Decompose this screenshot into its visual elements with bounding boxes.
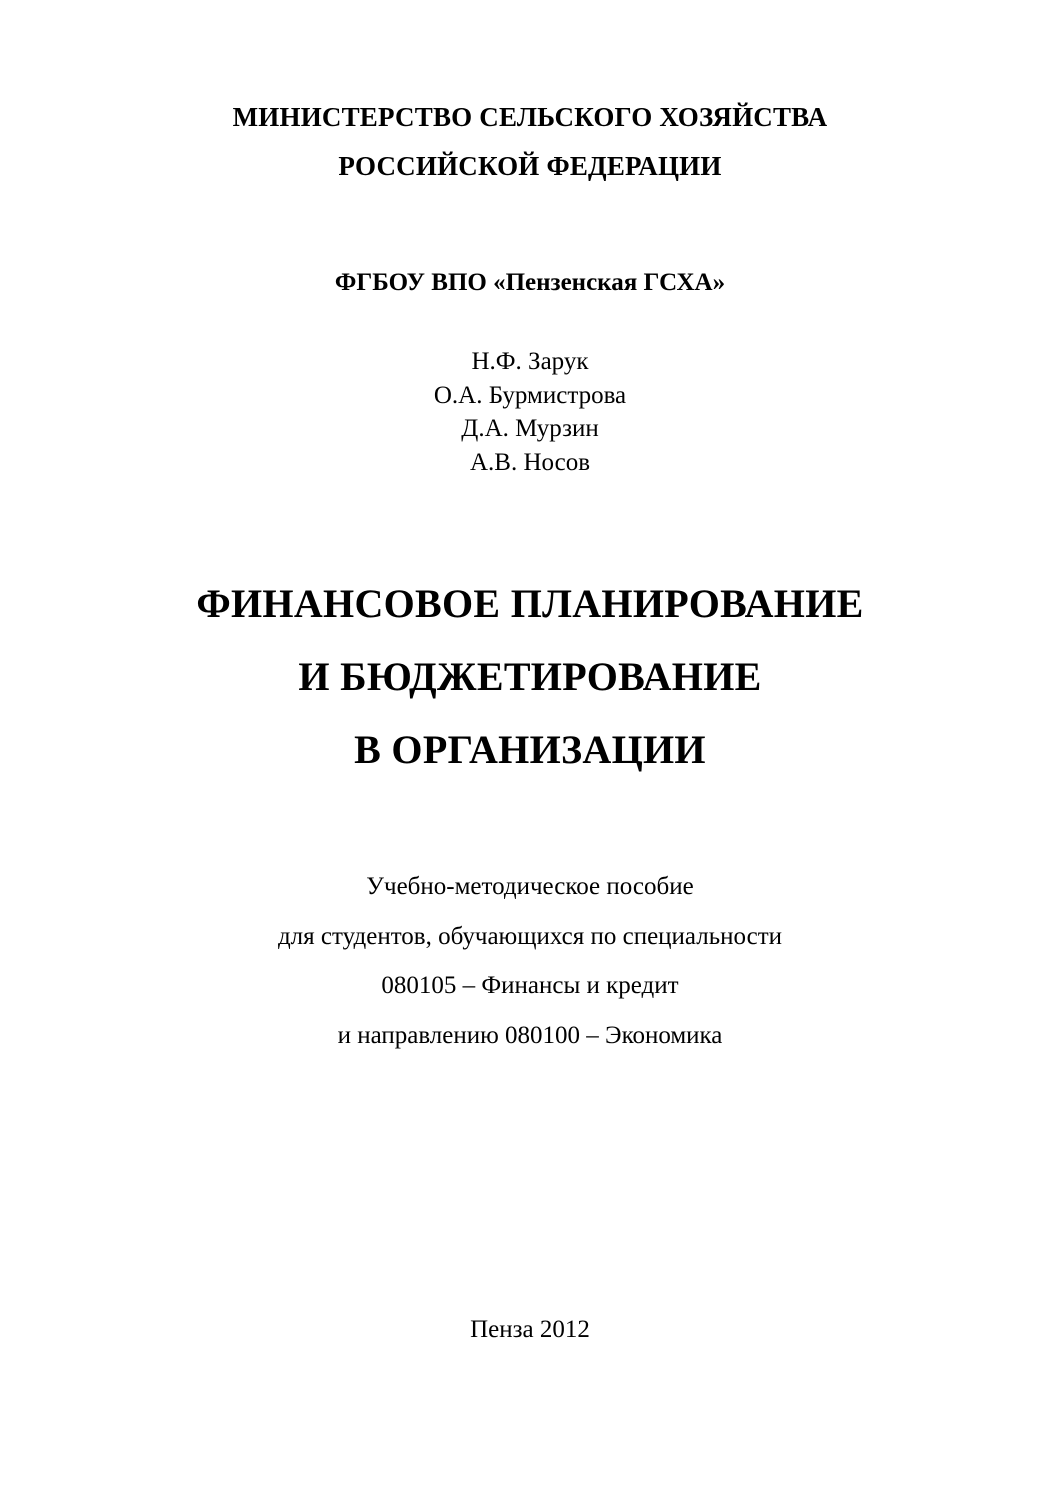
author-4: А.В. Носов — [469, 449, 591, 476]
author-1: Н.Ф. Зарук — [471, 348, 589, 375]
institution-name: ФГБОУ ВПО «Пензенская ГСХА» — [334, 269, 726, 296]
description-line-4: и направлению 080100 – Экономика — [337, 1022, 723, 1049]
description-line-2: для студентов, обучающихся по специальности — [277, 923, 783, 950]
ministry-line-2: РОССИЙСКОЙ ФЕДЕРАЦИИ — [338, 151, 722, 181]
place-year: Пенза 2012 — [470, 1316, 590, 1343]
author-3: Д.А. Мурзин — [461, 415, 599, 442]
title-line-3: В ОРГАНИЗАЦИИ — [354, 727, 706, 772]
title-line-2: И БЮДЖЕТИРОВАНИЕ — [298, 654, 762, 699]
description-line-1: Учебно-методическое пособие — [366, 873, 694, 900]
description-line-3: 080105 – Финансы и кредит — [381, 972, 679, 999]
ministry-line-1: МИНИСТЕРСТВО СЕЛЬСКОГО ХОЗЯЙСТВА — [232, 102, 828, 132]
author-2: О.А. Бурмистрова — [433, 382, 627, 409]
title-line-1: ФИНАНСОВОЕ ПЛАНИРОВАНИЕ — [196, 581, 864, 626]
